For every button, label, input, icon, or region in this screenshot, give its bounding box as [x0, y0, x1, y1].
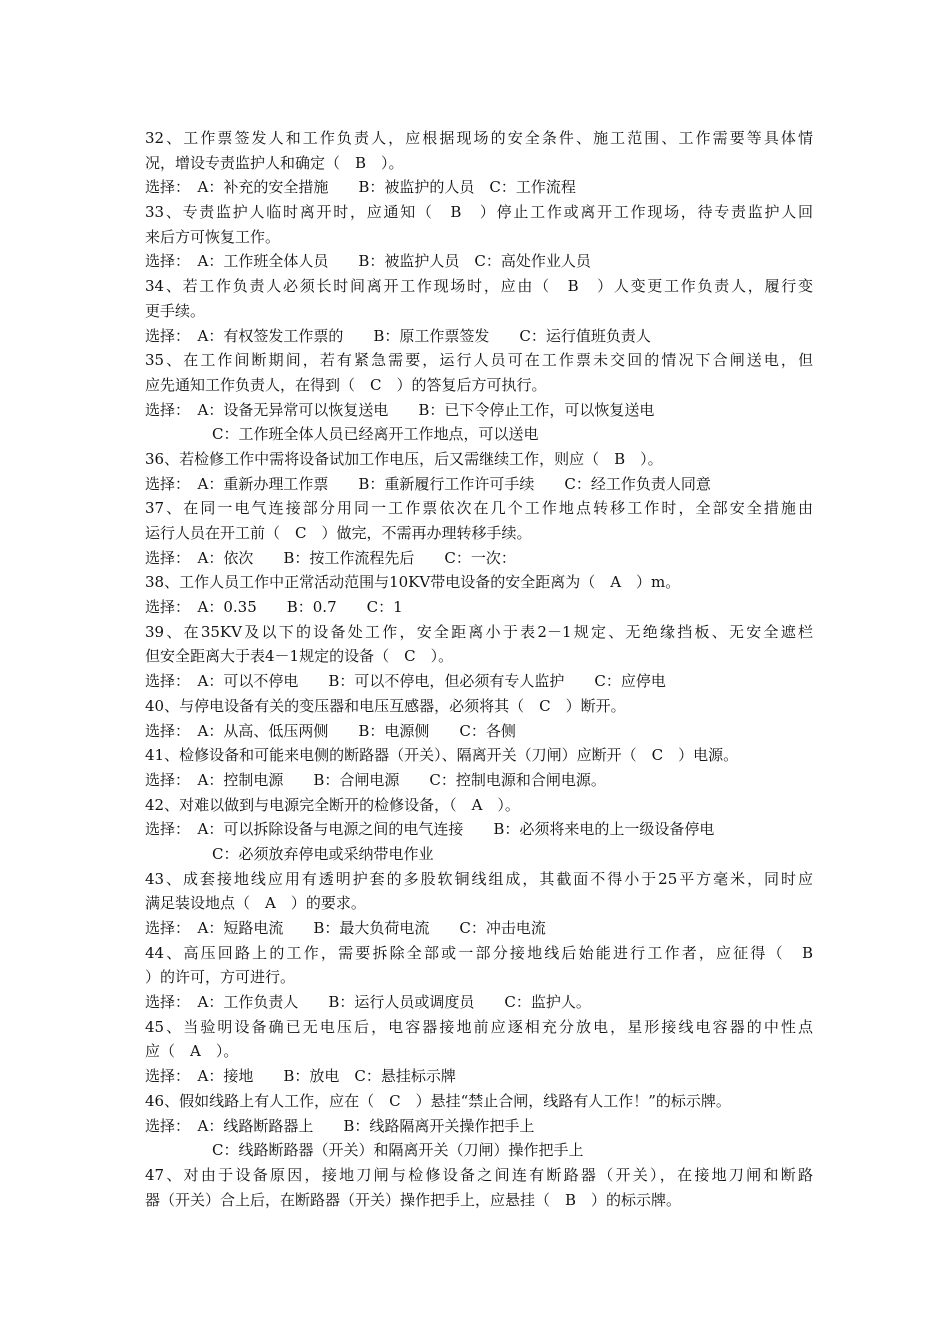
answer-options: 选择： A：短路电流 B：最大负荷电流 C：冲击电流 — [145, 919, 546, 937]
answer-options: 选择： A：补充的安全措施 B：被监护的人员 C：工作流程 — [145, 178, 576, 197]
answer-options: C：必须放弃停电或采纳带电作业 — [212, 844, 434, 863]
question-35 — [145, 348, 813, 447]
answer-options: 选择： A：工作班全体人员 B：被监护人员 C：高处作业人员 — [145, 252, 591, 271]
question-text: 32、工作票签发人和工作负责人，应根据现场的安全条件、施工范围、工作需要等具体情 — [145, 129, 813, 147]
question-text: 45、当验明设备确已无电压后，电容器接地前应逐相充分放电，星形接线电容器的中性点 — [145, 1017, 813, 1036]
question-43 — [145, 867, 813, 941]
question-text: 34、若工作负责人必须长时间离开工作现场时，应由（ B ）人变更工作负责人，履行变 — [145, 277, 813, 296]
answer-options: 选择： A：依次 B：按工作流程先后 C：一次： — [145, 548, 516, 567]
question-text: 46、假如线路上有人工作，应在（ C ）悬挂“禁止合闸，线路有人工作！”的标示牌。 — [145, 1091, 731, 1110]
answer-options: 选择： A：有权签发工作票的 B：原工作票签发 C：运行值班负责人 — [145, 326, 651, 345]
question-text: 44、高压回路上的工作，需要拆除全部或一部分接地线后始能进行工作者，应征得（ B — [145, 943, 813, 962]
question-text: 来后方可恢复工作。 — [145, 227, 281, 246]
question-text: 47、对由于设备原因，接地刀闸与检修设备之间连有断路器（开关），在接地刀闸和断路 — [145, 1165, 813, 1184]
question-text: 39、在35KV及以下的设备处工作，安全距离小于表2－1规定、无绝缘挡板、无安全遮栏 — [145, 622, 813, 641]
question-text: 况，增设专责监护人和确定（ B ）。 — [145, 153, 404, 172]
question-text: 应（ A ）。 — [145, 1042, 239, 1061]
question-37 — [145, 496, 813, 570]
question-text: 应先通知工作负责人，在得到（ C ）的答复后方可执行。 — [145, 375, 547, 394]
answer-options: 选择： A：接地 B：放电 C：悬挂标示牌 — [145, 1067, 456, 1086]
question-text: ）的许可，方可进行。 — [145, 968, 296, 987]
question-text: 43、成套接地线应用有透明护套的多股软铜线组成，其截面不得小于25平方毫米，同时应 — [145, 869, 813, 888]
answer-options: 选择： A：可以不停电 B：可以不停电，但必须有专人监护 C：应停电 — [145, 672, 666, 691]
answer-options: 选择： A：0.35 B：0.7 C：1 — [145, 598, 403, 617]
question-36 — [145, 447, 813, 496]
question-text: 40、与停电设备有关的变压器和电压互感器，必须将其（ C ）断开。 — [145, 696, 626, 715]
question-33 — [145, 200, 813, 274]
question-text: 更手续。 — [145, 301, 206, 320]
question-text: 器（开关）合上后，在断路器（开关）操作把手上，应悬挂（ B ）的标示牌。 — [145, 1190, 682, 1209]
question-text: 但安全距离大于表4－1规定的设备（ C ）。 — [145, 647, 454, 666]
question-text: 41、检修设备和可能来电侧的断路器（开关）、隔离开关（刀闸）应断开（ C ）电源。 — [145, 746, 739, 765]
question-text: 37、在同一电气连接部分用同一工作票依次在几个工作地点转移工作时，全部安全措施由 — [145, 499, 813, 518]
question-text: 35、在工作间断期间，若有紧急需要，运行人员可在工作票未交回的情况下合闸送电，但 — [145, 351, 813, 370]
question-text: 42、对难以做到与电源完全断开的检修设备，（ A ）。 — [145, 795, 520, 814]
answer-options: 选择： A：重新办理工作票 B：重新履行工作许可手续 C：经工作负责人同意 — [145, 474, 711, 493]
question-text: 38、工作人员工作中正常活动范围与10KV带电设备的安全距离为（ A ）m。 — [145, 573, 681, 592]
question-34 — [145, 274, 813, 348]
question-text: 33、专责监护人临时离开时，应通知（ B ）停止工作或离开工作现场，待专责监护人回 — [145, 203, 813, 222]
question-32 — [145, 126, 813, 200]
answer-options: 选择： A：设备无异常可以恢复送电 B：已下令停止工作，可以恢复送电 — [145, 400, 655, 419]
answer-options: 选择： A：从高、低压两侧 B：电源侧 C：各侧 — [145, 721, 516, 740]
question-40 — [145, 694, 813, 743]
question-44 — [145, 941, 813, 1015]
answer-options: 选择： A：控制电源 B：合闸电源 C：控制电源和合闸电源。 — [145, 770, 606, 789]
answer-options: C：工作班全体人员已经离开工作地点，可以送电 — [212, 425, 539, 444]
question-38 — [145, 570, 813, 619]
question-45 — [145, 1015, 813, 1089]
question-42 — [145, 793, 813, 867]
question-39 — [145, 620, 813, 694]
answer-options: 选择： A：线路断路器上 B：线路隔离开关操作把手上 — [145, 1116, 535, 1135]
answer-options: 选择： A：可以拆除设备与电源之间的电气连接 B：必须将来电的上一级设备停电 — [145, 820, 715, 839]
question-text: 运行人员在开工前（ C ）做完，不需再办理转移手续。 — [145, 524, 532, 542]
answer-options: C：线路断路器（开关）和隔离开关（刀闸）操作把手上 — [212, 1141, 584, 1160]
question-46 — [145, 1089, 813, 1163]
question-47 — [145, 1163, 813, 1212]
question-41 — [145, 743, 813, 792]
question-text: 满足装设地点（ A ）的要求。 — [145, 894, 366, 913]
answer-options: 选择： A：工作负责人 B：运行人员或调度员 C：监护人。 — [145, 993, 591, 1012]
document-page — [145, 126, 813, 1212]
question-text: 36、若检修工作中需将设备试加工作电压，后又需继续工作，则应（ B ）。 — [145, 449, 663, 468]
